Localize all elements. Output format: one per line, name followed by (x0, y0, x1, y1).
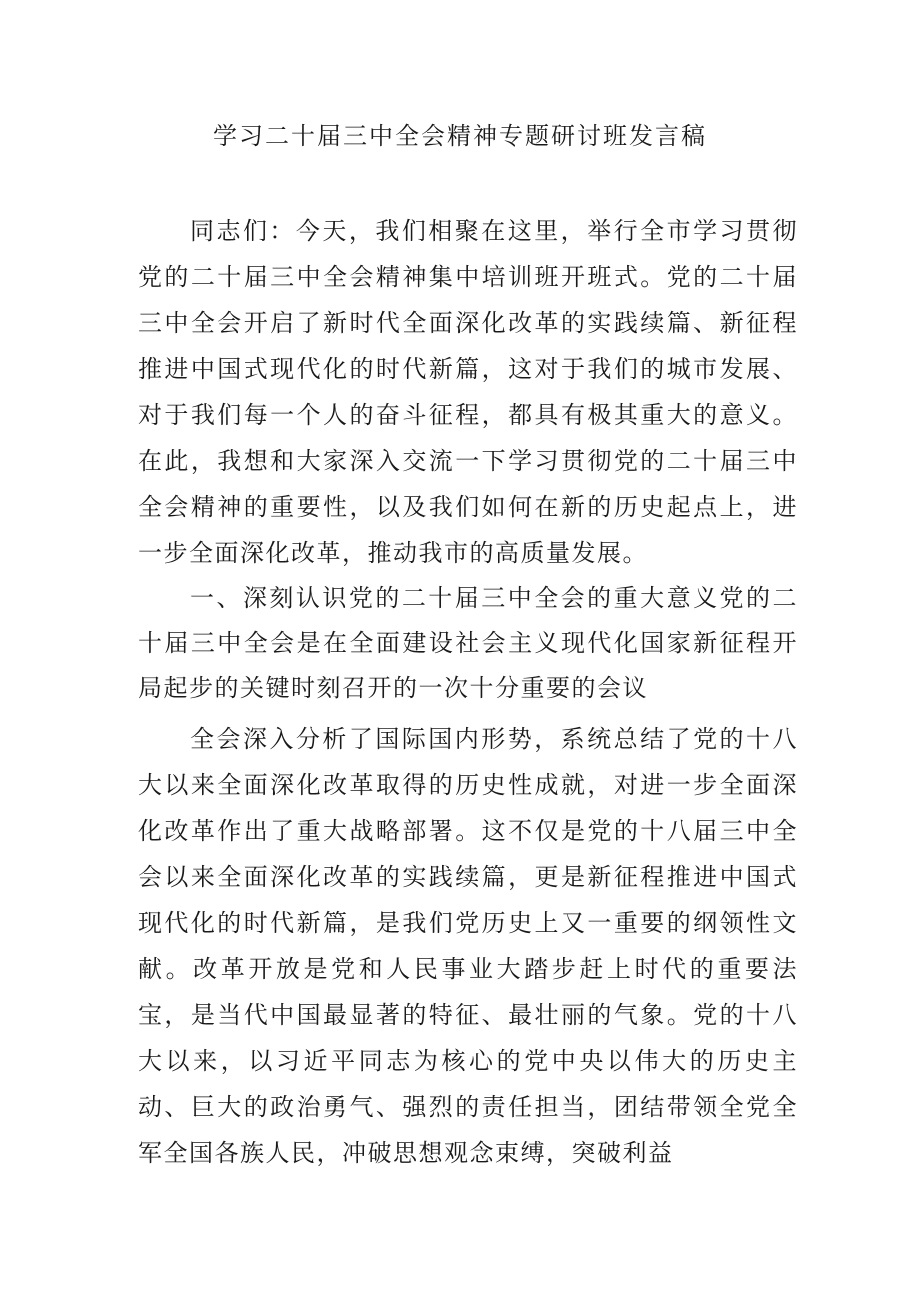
paragraph-section-one: 一、深刻认识党的二十届三中全会的重大意义党的二十届三中全会是在全面建设社会主义现代化国家新征程开局起步的关键时刻召开的一次十分重要的会议 (138, 584, 798, 702)
paragraph-plenary-analysis: 全会深入分析了国际国内形势，系统总结了党的十八大以来全面深化改革取得的历史性成就，对进一步全面深化改革作出了重大战略部署。这不仅是党的十八届三中全会以来全面深化改革的实践续篇，更是新征程推进中国式现代化的时代新篇，是我们党历史上又一重要的纲领性文献。改革开放是党和人民事业大踏步赶上时代的重要法宝，是当代中国最显著的特征、最壮丽的气象。党的十八大以来，以习近平同志为核心的党中央以伟大的历史主动、巨大的政治勇气、强烈的责任担当，团结带领全党全军全国各族人民，冲破思想观念束缚，突破利益 (138, 725, 798, 1167)
document-body (138, 208, 798, 1176)
document-title: 学习二十届三中全会精神专题研讨班发言稿 (213, 122, 707, 150)
paragraph-opening: 同志们：今天，我们相聚在这里，举行全市学习贯彻党的二十届三中全会精神集中培训班开班式。党的二十届三中全会开启了新时代全面深化改革的实践续篇、新征程推进中国式现代化的时代新篇，这对于我们的城市发展、对于我们每一个人的奋斗征程，都具有极其重大的意义。在此，我想和大家深入交流一下学习贯彻党的二十届三中全会精神的重要性，以及我们如何在新的历史起点上，进一步全面深化改革，推动我市的高质量发展。 (138, 217, 798, 567)
